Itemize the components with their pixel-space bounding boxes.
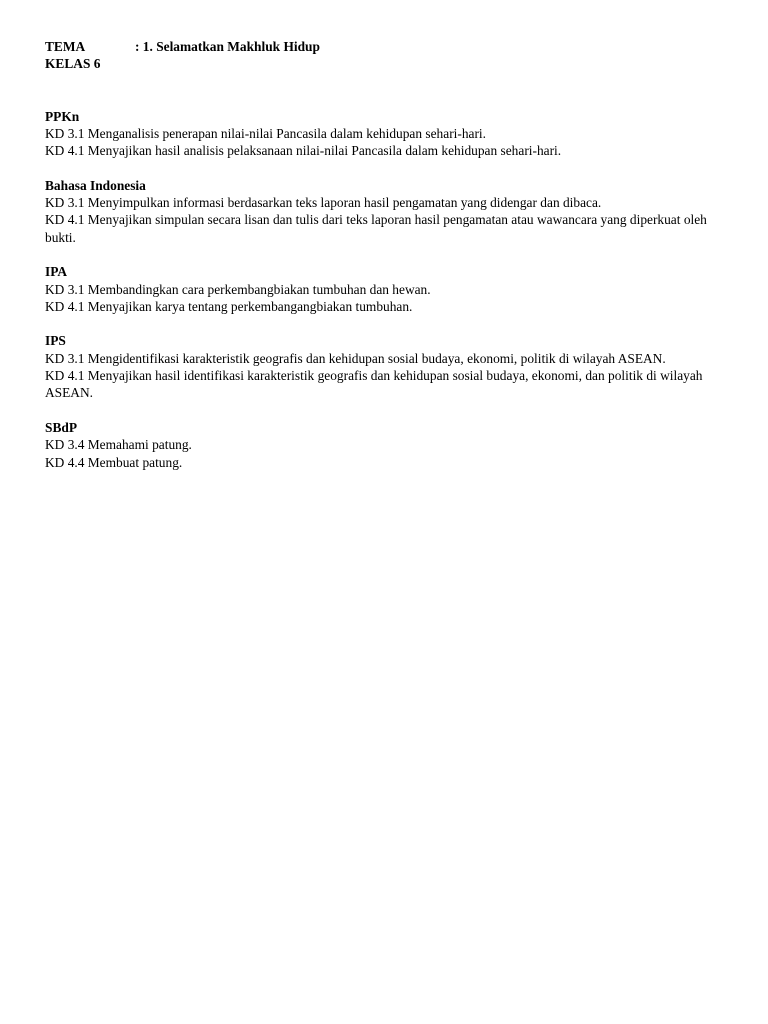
kd-line: KD 4.4 Membuat patung. — [45, 454, 183, 470]
kd-line: KD 4.1 Menyajikan simpulan secara lisan dan tulis dari teks laporan hasil pengamatan atau wawancara yang diperkuat oleh bukti. — [45, 212, 707, 245]
subject-title: PPKn — [45, 108, 80, 124]
kd-line: KD 3.4 Memahami patung. — [45, 437, 192, 453]
kd-line: KD 4.1 Menyajikan hasil identifikasi karakteristik geografis dan kehidupan sosial budaya, ekonomi, dan politik di wilayah ASEAN. — [45, 368, 703, 401]
subject-title: SBdP — [45, 419, 78, 435]
spacer — [45, 73, 725, 108]
kd-line: KD 3.1 Menyimpulkan informasi berdasarkan teks laporan hasil pengamatan yang didengar dan dibaca. — [45, 195, 602, 211]
subject-title: Bahasa Indonesia — [45, 177, 146, 193]
subject-sbdp — [45, 419, 725, 471]
subject-ipa — [45, 263, 725, 315]
subject-title: IPA — [45, 264, 68, 280]
theme-line — [45, 38, 725, 55]
kd-line: KD 3.1 Mengidentifikasi karakteristik geografis dan kehidupan sosial budaya, ekonomi, politik di wilayah ASEAN. — [45, 350, 666, 366]
document-page — [45, 38, 725, 488]
subject-ips — [45, 332, 725, 401]
kd-line: KD 3.1 Menganalisis penerapan nilai-nilai Pancasila dalam kehidupan sehari-hari. — [45, 125, 487, 141]
theme-label: TEMA — [45, 39, 86, 54]
subject-title: IPS — [45, 333, 66, 349]
kd-line: KD 3.1 Membandingkan cara perkembangbiakan tumbuhan dan hewan. — [45, 281, 431, 297]
class-line: KELAS 6 — [45, 56, 101, 72]
kd-line: KD 4.1 Menyajikan hasil analisis pelaksanaan nilai-nilai Pancasila dalam kehidupan sehari-hari. — [45, 143, 562, 159]
kd-line: KD 4.1 Menyajikan karya tentang perkembangangbiakan tumbuhan. — [45, 298, 413, 314]
subject-ppkn — [45, 108, 725, 160]
subject-bahasa-indonesia — [45, 177, 725, 246]
theme-value: : 1. Selamatkan Makhluk Hidup — [135, 39, 320, 54]
